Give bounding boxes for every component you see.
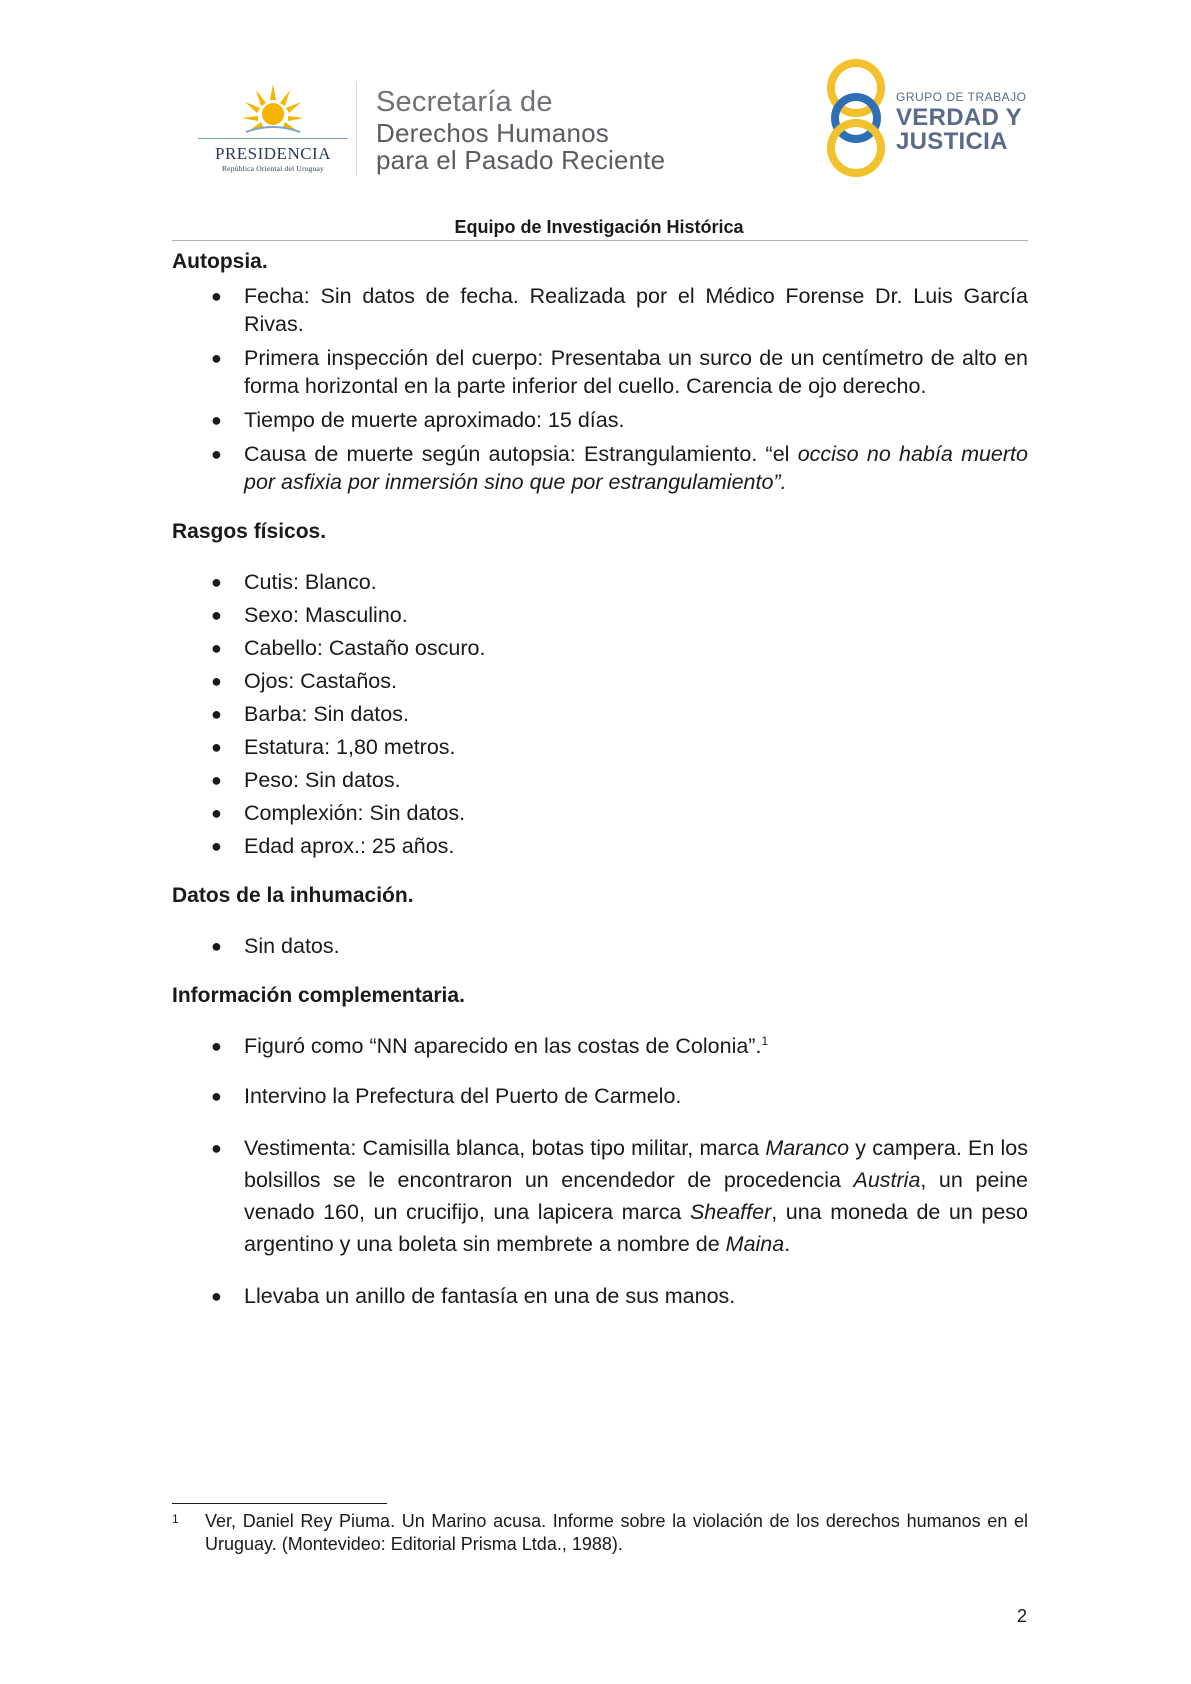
item-text: Causa de muerte según autopsia: Estrangulamiento. “el xyxy=(244,442,798,466)
verdad-justicia-logo xyxy=(824,56,1034,182)
list-inhumacion xyxy=(172,932,1028,960)
item-text: Barba: Sin datos. xyxy=(244,702,409,726)
header-divider xyxy=(356,82,357,176)
list-item xyxy=(172,1132,1028,1260)
list-item xyxy=(172,601,1028,629)
bullet-icon: ● xyxy=(211,410,222,430)
header-rule xyxy=(172,240,1028,241)
list-item xyxy=(172,1082,1028,1110)
bullet-icon: ● xyxy=(211,704,222,724)
bullet-icon: ● xyxy=(211,671,222,691)
footnote-text: Ver, Daniel Rey Piuma. Un Marino acusa. Informe sobre la violación de los derechos humanos en el Uruguay. (Montevideo: Editorial Prisma Ltda., 1988). xyxy=(205,1511,1028,1554)
footnote-number: 1 xyxy=(172,1512,179,1526)
list-item xyxy=(172,634,1028,662)
section-title-autopsia: Autopsia. xyxy=(172,250,268,273)
section-title-inhumacion: Datos de la inhumación. xyxy=(172,884,414,907)
list-item xyxy=(172,832,1028,860)
item-text: , una moneda de un peso argentino y una boleta sin membrete a nombre de xyxy=(244,1200,1029,1256)
presidencia-divider xyxy=(198,138,348,139)
bullet-icon: ● xyxy=(211,572,222,592)
item-text: Ojos: Castaños. xyxy=(244,669,397,693)
item-quote: occiso no había muerto por asfixia por inmersión sino que por estrangulamiento”. xyxy=(244,442,1028,494)
origin-austria: Austria xyxy=(853,1168,921,1192)
list-rasgos xyxy=(172,568,1028,860)
section-title-rasgos: Rasgos físicos. xyxy=(172,520,327,543)
bullet-icon: ● xyxy=(211,737,222,757)
item-text: Figuró como “NN aparecido en las costas de Colonia”. xyxy=(244,1034,762,1058)
item-text: Tiempo de muerte aproximado: 15 días. xyxy=(244,408,625,432)
gt-line3: JUSTICIA xyxy=(896,128,1008,155)
item-text: Llevaba un anillo de fantasía en una de sus manos. xyxy=(244,1284,736,1308)
footnote-rule xyxy=(172,1503,387,1504)
bullet-icon: ● xyxy=(211,605,222,625)
header-equipo: Equipo de Investigación Histórica xyxy=(454,217,744,237)
page-number: 2 xyxy=(1017,1606,1028,1626)
item-text: Sexo: Masculino. xyxy=(244,603,408,627)
bullet-icon: ● xyxy=(211,638,222,658)
item-text: Vestimenta: Camisilla blanca, botas tipo militar, marca xyxy=(244,1136,766,1160)
list-item xyxy=(172,1282,1028,1310)
item-text: Edad aprox.: 25 años. xyxy=(244,834,455,858)
list-item xyxy=(172,1032,1028,1060)
secretaria-line1: Secretaría de xyxy=(376,86,553,118)
secretaria-logo-text xyxy=(376,88,665,173)
list-item xyxy=(172,700,1028,728)
bullet-icon: ● xyxy=(211,348,222,368)
list-item xyxy=(172,406,1028,434)
brand-maranco: Maranco xyxy=(765,1136,850,1160)
item-text: Intervino la Prefectura del Puerto de Carmelo. xyxy=(244,1084,682,1108)
list-item xyxy=(172,932,1028,960)
item-text: Cabello: Castaño oscuro. xyxy=(244,636,486,660)
list-item xyxy=(172,344,1028,400)
list-item xyxy=(172,733,1028,761)
list-item xyxy=(172,568,1028,596)
sun-icon xyxy=(242,82,304,138)
bullet-icon: ● xyxy=(211,1036,222,1056)
item-text: y campera. En los bolsillos se le encontraron un encendedor de procedencia xyxy=(244,1136,1028,1192)
bullet-icon: ● xyxy=(211,936,222,956)
bullet-icon: ● xyxy=(211,770,222,790)
rings-icon xyxy=(824,56,892,180)
bullet-icon: ● xyxy=(211,1138,222,1158)
item-text: Cutis: Blanco. xyxy=(244,570,377,594)
bullet-icon: ● xyxy=(211,286,222,306)
item-text: Sin datos. xyxy=(244,934,340,958)
presidencia-subtitle: República Oriental del Uruguay xyxy=(221,164,324,173)
bullet-icon: ● xyxy=(211,444,222,464)
list-autopsia xyxy=(172,282,1028,496)
list-item xyxy=(172,766,1028,794)
bullet-icon: ● xyxy=(211,1286,222,1306)
gt-line2: VERDAD Y xyxy=(896,104,1022,131)
bullet-icon: ● xyxy=(211,1086,222,1106)
secretaria-line2: Derechos Humanos xyxy=(376,118,609,148)
section-title-complementaria: Información complementaria. xyxy=(172,984,465,1007)
brand-sheaffer: Sheaffer xyxy=(689,1200,772,1224)
presidencia-logo xyxy=(198,82,348,182)
list-item xyxy=(172,667,1028,695)
item-text: Fecha: Sin datos de fecha. Realizada por el Médico Forense Dr. Luis García Rivas. xyxy=(244,284,1028,336)
footnote xyxy=(172,1510,1028,1556)
item-text: Estatura: 1,80 metros. xyxy=(244,735,456,759)
footnote-ref[interactable]: 1 xyxy=(761,1033,769,1048)
item-text: Complexión: Sin datos. xyxy=(244,801,466,825)
bullet-icon: ● xyxy=(211,836,222,856)
presidencia-name: PRESIDENCIA xyxy=(214,144,331,163)
list-item xyxy=(172,282,1028,338)
item-text: Peso: Sin datos. xyxy=(244,768,401,792)
bullet-icon: ● xyxy=(211,803,222,823)
document-body xyxy=(172,248,1028,1310)
name-maina: Maina xyxy=(725,1232,785,1256)
gt-line1: GRUPO DE TRABAJO xyxy=(896,90,1027,104)
list-complementaria xyxy=(172,1032,1028,1310)
item-text: . xyxy=(784,1232,791,1256)
list-item xyxy=(172,440,1028,496)
item-text: Primera inspección del cuerpo: Presentaba un surco de un centímetro de alto en forma horizontal en la parte inferior del cuello. Carencia de ojo derecho. xyxy=(244,346,1028,398)
list-item xyxy=(172,799,1028,827)
secretaria-line3: para el Pasado Reciente xyxy=(376,145,666,175)
item-text: , un peine venado 160, un crucifijo, una lapicera marca xyxy=(244,1168,1028,1224)
